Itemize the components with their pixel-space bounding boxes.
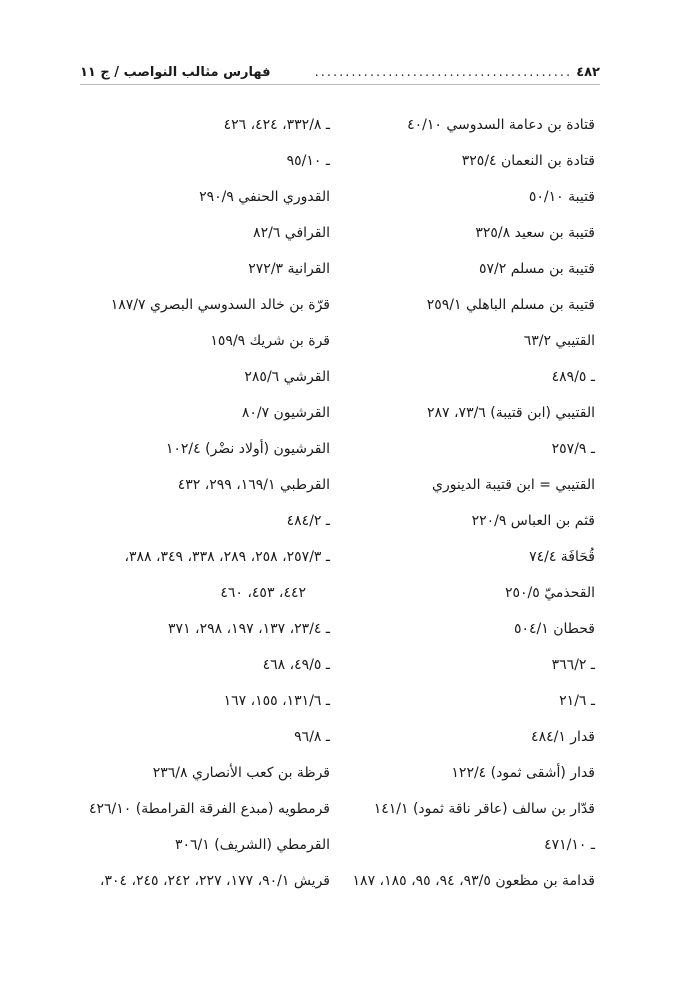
index-entry: قرة بن شريك ١٥٩/٩ bbox=[210, 333, 330, 349]
index-entry: قتيبة ٥٠/١٠ bbox=[528, 189, 595, 205]
index-entry: قحطان ٥٠٤/١ bbox=[513, 621, 595, 637]
index-entry: ـ ٣٣٢/٨، ٤٢٤، ٤٢٦ bbox=[223, 117, 330, 133]
index-entry: القرشيون (أولاد نضْر) ١٠٢/٤ bbox=[165, 441, 330, 457]
leader-dots: .......................................... bbox=[314, 64, 573, 80]
index-entry: ـ ٤٨٤/٢ bbox=[286, 513, 330, 529]
running-title: فهارس مثالب النواصب / ج ١١ bbox=[80, 64, 271, 80]
index-entry: القرشيون ٨٠/٧ bbox=[241, 405, 330, 421]
index-entry: القرطبي ١٦٩/١، ٢٩٩، ٤٣٢ bbox=[177, 477, 330, 493]
index-entry: ـ ٩٥/١٠ bbox=[286, 153, 330, 169]
index-entry: قدامة بن مظعون ٩٣/٥، ٩٤، ٩٥، ١٨٥، ١٨٧ bbox=[352, 873, 595, 889]
index-entry: قتيبة بن سعيد ٣٢٥/٨ bbox=[475, 225, 595, 241]
index-entry: قتادة بن النعمان ٣٢٥/٤ bbox=[461, 153, 595, 169]
index-entry: القدوري الحنفي ٢٩٠/٩ bbox=[199, 189, 330, 205]
index-entry: القرمطي (الشريف) ٣٠٦/١ bbox=[175, 837, 330, 853]
index-entry: قدار (أشقى ثمود) ١٢٢/٤ bbox=[451, 765, 595, 781]
index-entry: ـ ٤٧١/١٠ bbox=[544, 837, 595, 853]
index-entry: ـ ٢٣/٤، ١٣٧، ١٩٧، ٢٩٨، ٣٧١ bbox=[168, 621, 330, 637]
index-column-left bbox=[70, 112, 330, 904]
index-entry: القتيبي = ابن قتيبة الدينوري bbox=[431, 477, 595, 493]
index-entry: قرظة بن كعب الأنصاري ٢٣٦/٨ bbox=[152, 765, 330, 781]
index-entry: القحذميّ ٢٥٠/٥ bbox=[504, 585, 595, 601]
index-entry: قتادة بن دعامة السدوسي ٤٠/١٠ bbox=[407, 117, 595, 133]
index-entry: قُحَافَة ٧٤/٤ bbox=[529, 549, 595, 565]
index-entry: قدّار بن سالف (عاقر ناقة ثمود) ١٤١/١ bbox=[373, 801, 595, 817]
index-entry: ـ ٤٨٩/٥ bbox=[551, 369, 595, 385]
index-entry: ـ ٢١/٦ bbox=[559, 693, 595, 709]
index-entry: ـ ٣٦٦/٢ bbox=[551, 657, 595, 673]
index-entry: القرافي ٨٢/٦ bbox=[253, 225, 330, 241]
index-entry: قتيبة بن مسلم ٥٧/٢ bbox=[479, 261, 595, 277]
index-entry: قدار ٤٨٤/١ bbox=[531, 729, 595, 745]
index-entry: القتيبي ٦٣/٢ bbox=[523, 333, 595, 349]
index-entry: قثم بن العباس ٢٢٠/٩ bbox=[471, 513, 595, 529]
index-entry: قتيبة بن مسلم الباهلي ٢٥٩/١ bbox=[426, 297, 595, 313]
index-entry: ـ ٤٩/٥، ٤٦٨ bbox=[262, 657, 330, 673]
index-entry: ـ ١٣١/٦، ١٥٥، ١٦٧ bbox=[223, 693, 330, 709]
index-entry: القرشي ٢٨٥/٦ bbox=[244, 369, 330, 385]
index-entry: القرانية ٢٧٢/٣ bbox=[248, 261, 330, 277]
running-header bbox=[80, 60, 600, 85]
index-column-right bbox=[345, 112, 595, 904]
index-entry: ـ ٢٥٧/٣، ٢٥٨، ٢٨٩، ٣٣٨، ٣٤٩، ٣٨٨، bbox=[124, 549, 330, 565]
index-entry: ٤٤٢، ٤٥٣، ٤٦٠ bbox=[220, 585, 306, 601]
index-entry: قرّة بن خالد السدوسي البصري ١٨٧/٧ bbox=[110, 297, 330, 313]
index-entry: ـ ٩٦/٨ bbox=[294, 729, 330, 745]
index-entry: قرمطويه (مبدع الفرقة القرامطة) ٤٢٦/١٠ bbox=[88, 801, 330, 817]
page-number: ٤٨٢ bbox=[576, 64, 600, 80]
index-entry: قريش ٩٠/١، ١٧٧، ٢٢٧، ٢٤٢، ٢٤٥، ٣٠٤، bbox=[99, 873, 330, 889]
index-entry: القتيبي (ابن قتيبة) ٧٣/٦، ٢٨٧ bbox=[427, 405, 595, 421]
index-entry: ـ ٢٥٧/٩ bbox=[551, 441, 595, 457]
